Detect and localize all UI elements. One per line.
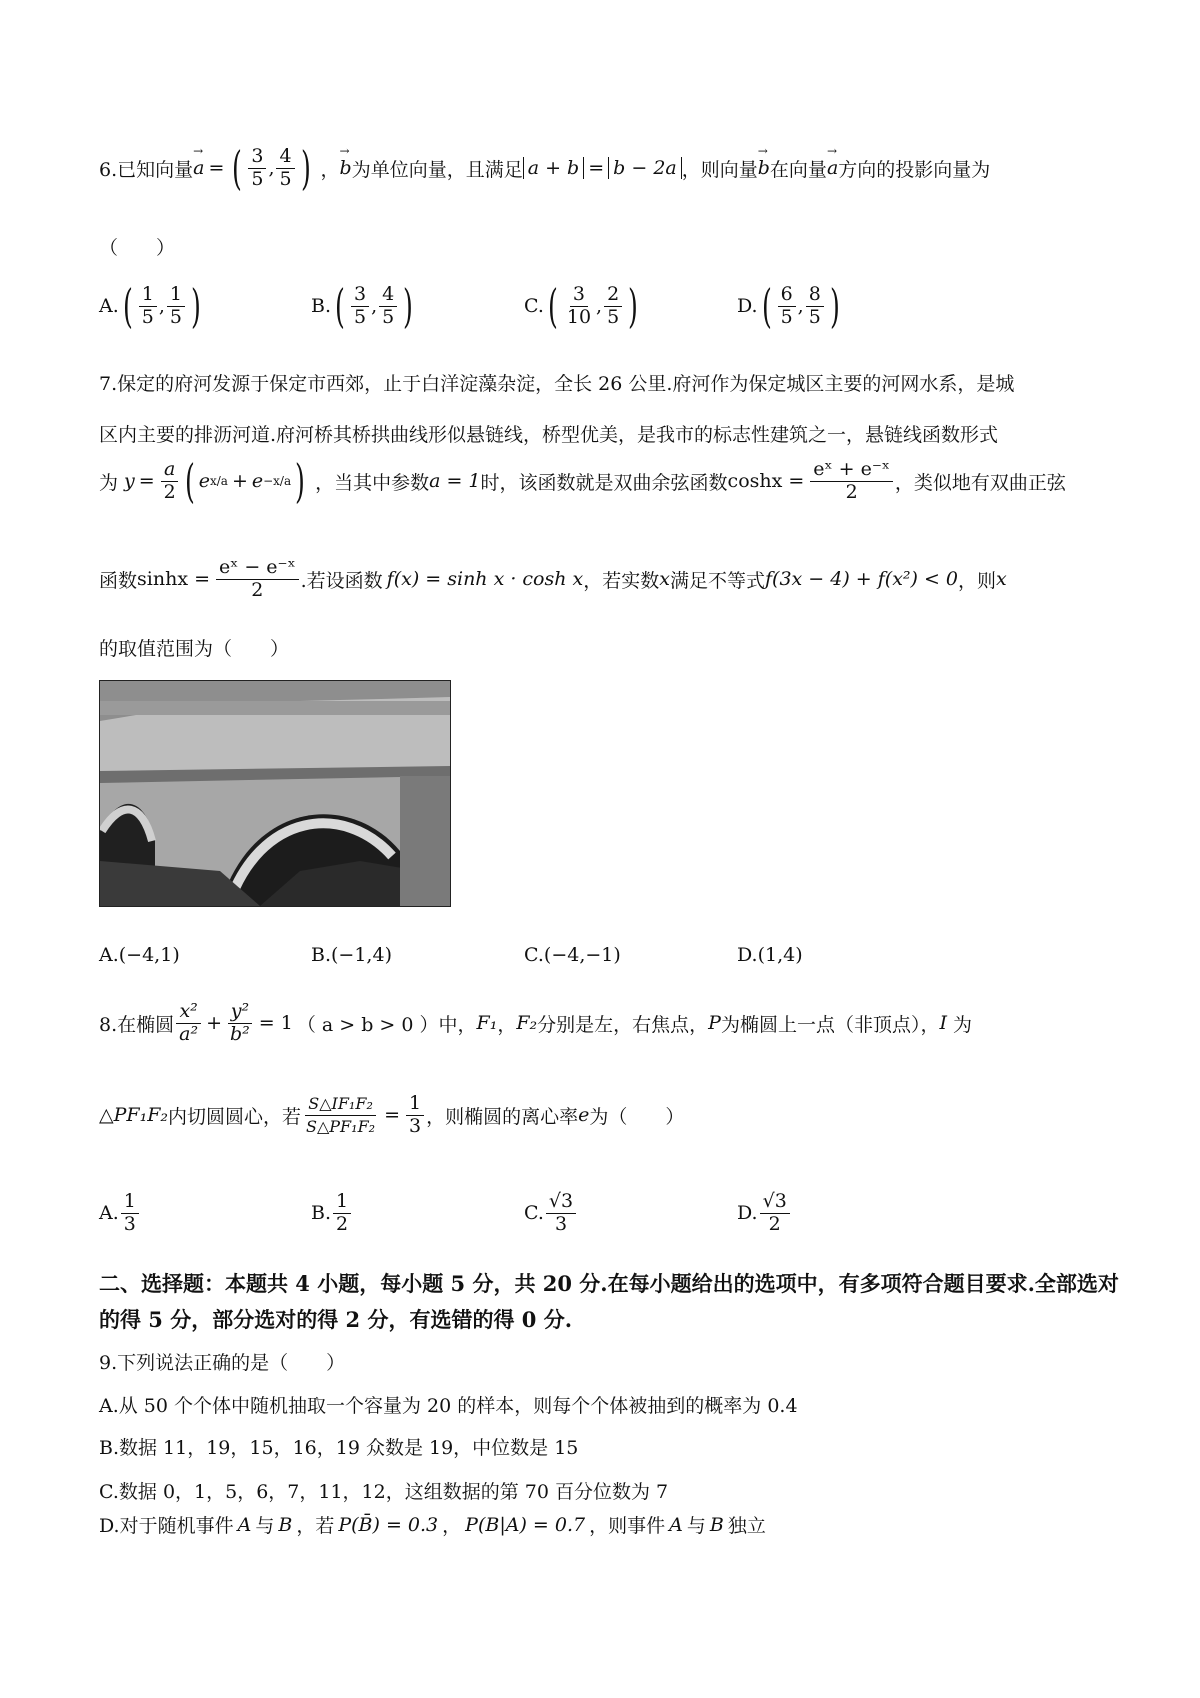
q6-abs-sum: a + b — [523, 157, 585, 179]
q7-line1: 7.保定的府河发源于保定市西郊，止于白洋淀藻杂淀，全长 26 公里.府河作为保定城区主要的河网水系，是城 — [99, 373, 1015, 395]
q6-text-on: 在向量 — [769, 158, 827, 181]
q7-option-d: D.(1,4) — [737, 944, 803, 966]
q7-line4: 函数 sinhx = $\frac{\text{eˣ − e⁻ˣ}}{2}$ .若设函数 f(x) = sinh x · cosh x ，若实数 x 满足不等式 f(3x − 4) + f(x²) < 0 ，则 x — [99, 556, 1007, 601]
q6-text-unit-vector: 为单位向量，且满足 — [351, 158, 523, 181]
q6-vector-a: → a — [193, 157, 204, 179]
q9-stem: 9.下列说法正确的是（ ） — [99, 1352, 346, 1374]
q9-option-c: C.数据 0，1，5，6，7，11，12，这组数据的第 70 百分位数为 7 — [99, 1481, 669, 1503]
q6-vector-b-2: → b — [758, 157, 770, 179]
q6-vector-b: → b — [340, 157, 352, 179]
q6-comma: , — [268, 157, 275, 179]
q6-equals: = — [208, 157, 225, 179]
bridge-image — [100, 681, 450, 906]
q6-option-b: B. ( $\frac{3}{5}$ , $\frac{4}{5}$ ) — [311, 279, 414, 333]
q8-line2: △PF₁F₂ 内切圆圆心，若 $\frac{\text{S△IF₁F₂}}{\text{S△PF₁F₂}}$ = $\frac{1}{3}$ ，则椭圆的离心率 e 为（ ） — [99, 1092, 685, 1137]
q6-vector-a-2: → a — [827, 157, 838, 179]
q8-option-b: B. $\frac{1}{2}$ — [311, 1191, 353, 1236]
q6-option-d: D. ( $\frac{6}{5}$ , $\frac{8}{5}$ ) — [737, 279, 840, 333]
q6-option-c: C. ( $\frac{3}{10}$ , $\frac{2}{5}$ ) — [524, 279, 639, 333]
q8-option-c: C. $\frac{√3}{3}$ — [524, 1191, 578, 1236]
q7-option-a: A.(−4,1) — [99, 944, 180, 966]
section2-heading: 二、选择题：本题共 4 小题，每小题 5 分，共 20 分.在每小题给出的选项中，有多项符合题目要求.全部选对的得 5 分，部分选对的得 2 分，有选错的得 0 分. — [99, 1271, 1119, 1332]
q6-frac2: $\frac{4}{5}$ — [276, 146, 294, 191]
q9-option-a: A.从 50 个个体中随机抽取一个容量为 20 的样本，则每个个体被抽到的概率为 0.4 — [99, 1395, 798, 1417]
q7-option-b: B.(−1,4) — [311, 944, 392, 966]
q7-line3: 为 y = $\frac{a}{2}$ ( e x/a + e −x/a ) ，当其中参数 a = 1 时，该函数就是双曲余弦函数 coshx = $\frac{\text{eˣ + e⁻ˣ}}{2}$ ，类似地有双曲正弦 — [99, 454, 1066, 508]
bridge-photo — [99, 680, 451, 907]
q6-stem: 6.已知向量 → a = ( $\frac{3}{5}$ , $\frac{4}{5}$ ) ， → b 为单位向量，且满足 a + b = b − 2a ，则向量 → b 在向量 → a 方向的投影向量为 — [99, 145, 990, 191]
q7-line2: 区内主要的排沥河道.府河桥其桥拱曲线形似悬链线，桥型优美，是我市的标志性建筑之一，悬链线函数形式 — [99, 424, 999, 446]
q9-option-d: D.对于随机事件 A 与 B ，若 P(B̄) = 0.3 ， P(B|A) = 0.7 ，则事件 A 与 B 独立 — [99, 1513, 766, 1537]
q8-line1: 8.在椭圆 $\frac{\text{x²}}{\text{a²}}$ + $\frac{\text{y²}}{\text{b²}}$ = 1 （ a > b > 0 ）中， F₁ ， F₂ 分别是左，右焦点， P 为椭圆上一点（非顶点）， I 为 — [99, 1000, 973, 1045]
q6-frac1: $\frac{3}{5}$ — [248, 146, 266, 191]
q8-option-d: D. $\frac{√3}{2}$ — [737, 1191, 792, 1236]
q9-option-b: B.数据 11，19，15，16，19 众数是 19，中位数是 15 — [99, 1437, 579, 1459]
q6-text-then: ，则向量 — [681, 158, 758, 181]
q8-option-a: A. $\frac{1}{3}$ — [99, 1191, 141, 1236]
q6-prefix: 6.已知向量 — [99, 158, 194, 181]
q6-option-a: A. ( $\frac{1}{5}$ , $\frac{1}{5}$ ) — [99, 279, 201, 333]
q7-option-c: C.(−4,−1) — [524, 944, 621, 966]
q6-suffix: 方向的投影向量为 — [838, 158, 991, 181]
q6-answer-paren: （ ） — [99, 237, 176, 259]
q7-line5: 的取值范围为（ ） — [99, 638, 290, 660]
q6-abs-diff: b − 2a — [608, 157, 682, 179]
